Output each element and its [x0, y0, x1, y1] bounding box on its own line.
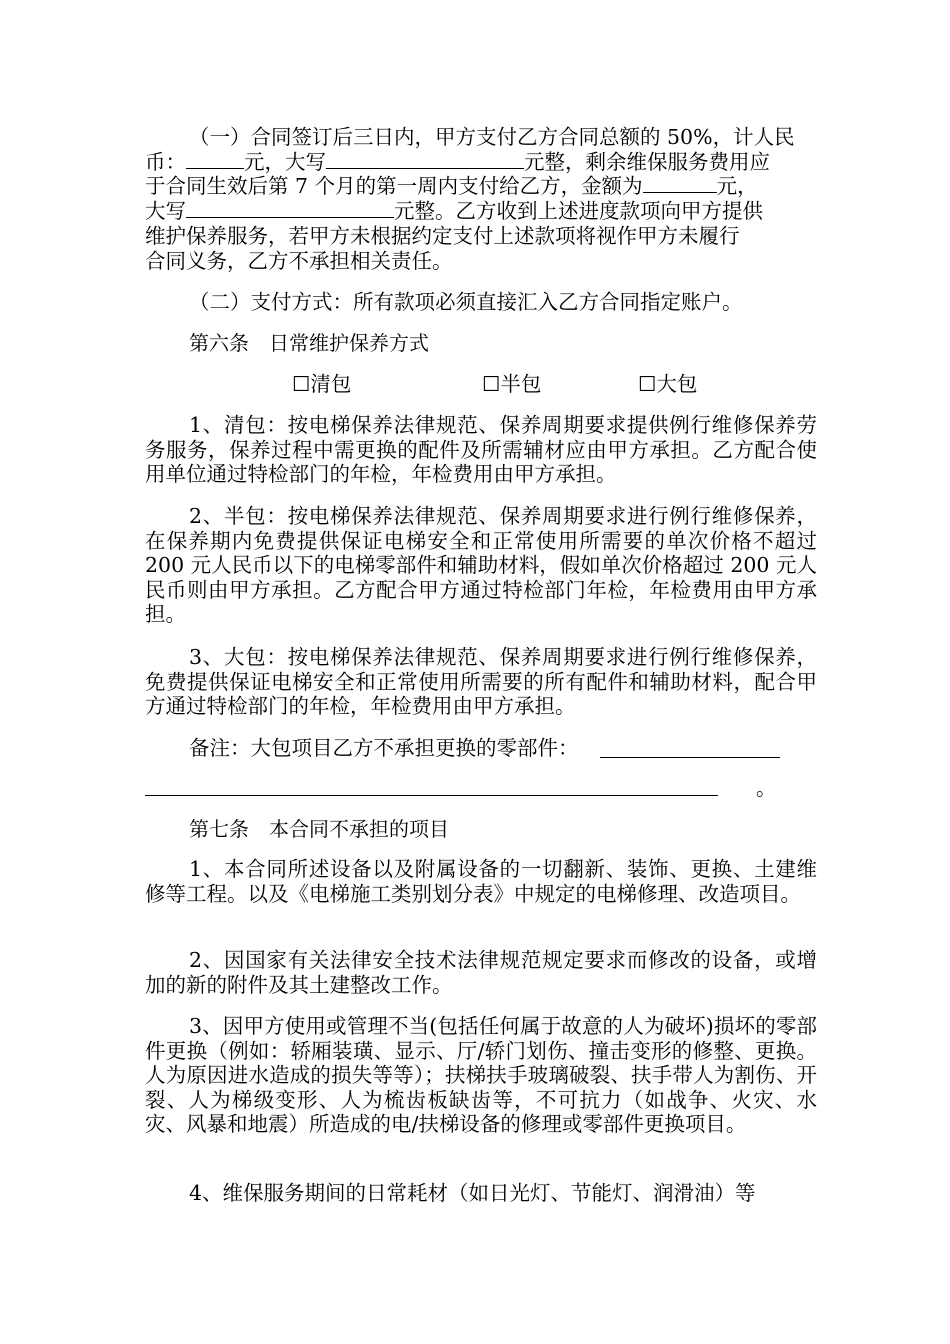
remark-blank-line	[145, 795, 718, 796]
clause-line	[145, 174, 817, 199]
option-full-clean[interactable]	[292, 372, 351, 396]
excluded-item-1: 1、本合同所述设备以及附属设备的一切翻新、装饰、更换、土建维修等工程。以及《电梯施工类别划分表》中规定的电梯修理、改造项目。	[145, 857, 817, 906]
option-label: 清包	[310, 372, 352, 396]
option-label: 大包	[656, 372, 698, 396]
clause-text: 币：	[145, 150, 186, 174]
remark-blank	[600, 757, 780, 758]
remark-end: 。	[756, 776, 777, 800]
checkbox-icon: ☐	[292, 372, 311, 396]
clause-line	[145, 150, 817, 175]
clause-text: 大写	[145, 199, 186, 223]
checkbox-icon: ☐	[482, 372, 501, 396]
article-6-heading: 第六条 日常维护保养方式	[189, 331, 429, 355]
clause-text: 元整。乙方收到上述进度款项向甲方提供	[394, 199, 763, 223]
excluded-item-3: 3、因甲方使用或管理不当(包括任何属于故意的人为破坏)损坏的零部件更换（例如：轿厢装璜、显示、厅/轿门划伤、撞击变形的修整、更换。人为原因进水造成的损失等等）；扶梯扶手玻璃破裂、扶手带人为割伤、开裂、人为梯级变形、人为梳齿板缺齿等，不可抗力（如战争、火灾、水灾、风暴和地震）所造成的电/扶梯设备的修理或零部件更换项目。	[145, 1014, 817, 1136]
option-full[interactable]	[638, 372, 697, 396]
package-item-3: 3、大包：按电梯保养法律规范、保养周期要求进行例行维修保养，免费提供保证电梯安全和正常使用所需要的所有配件和辅助材料，配合甲方通过特检部门的年检，年检费用由甲方承担。	[145, 645, 817, 718]
clause-line: （一）合同签订后三日内，甲方支付乙方合同总额的 50%，计人民	[189, 125, 795, 149]
remark-label: 备注：大包项目乙方不承担更换的零部件：	[189, 736, 579, 760]
payment-clause-2: （二）支付方式：所有款项必须直接汇入乙方合同指定账户。	[189, 290, 743, 314]
excluded-item-4: 4、维保服务期间的日常耗材（如日光灯、节能灯、润滑油）等	[189, 1181, 756, 1205]
clause-text: 元，大写	[244, 150, 326, 174]
excluded-item-2: 2、因国家有关法律安全技术法律规范规定要求而修改的设备，或增加的新的附件及其土建整改工作。	[145, 948, 817, 997]
option-half[interactable]	[482, 372, 541, 396]
clause-text: 元整，剩余维保服务费用应	[524, 150, 770, 174]
amount-words-blank	[326, 150, 524, 169]
package-item-1: 1、清包：按电梯保养法律规范、保养周期要求提供例行维修保养劳务服务，保养过程中需更换的配件及所需辅材应由甲方承担。乙方配合使用单位通过特检部门的年检，年检费用由甲方承担。	[145, 413, 817, 486]
clause-text: 元，	[716, 174, 758, 198]
clause-line: 合同义务，乙方不承担相关责任。	[145, 249, 453, 273]
option-label: 半包	[500, 372, 542, 396]
amount-blank	[643, 174, 717, 193]
checkbox-icon: ☐	[638, 372, 657, 396]
package-item-2: 2、半包：按电梯保养法律规范、保养周期要求进行例行维修保养，在保养期内免费提供保证电梯安全和正常使用所需要的单次价格不超过 200 元人民币以下的电梯零部件和辅助材料，假如单次价格超过 200 元人民币则由甲方承担。乙方配合甲方通过特检部门年检，年检费用由甲方承担。	[145, 504, 824, 626]
article-7-heading: 第七条 本合同不承担的项目	[189, 817, 449, 841]
clause-text: 于合同生效后第 7 个月的第一周内支付给乙方，金额为	[145, 174, 643, 198]
clause-line	[145, 199, 817, 224]
clause-line: 维护保养服务，若甲方未根据约定支付上述款项将视作甲方未履行	[145, 224, 740, 248]
amount-words-blank	[186, 199, 394, 218]
amount-blank	[186, 150, 244, 169]
